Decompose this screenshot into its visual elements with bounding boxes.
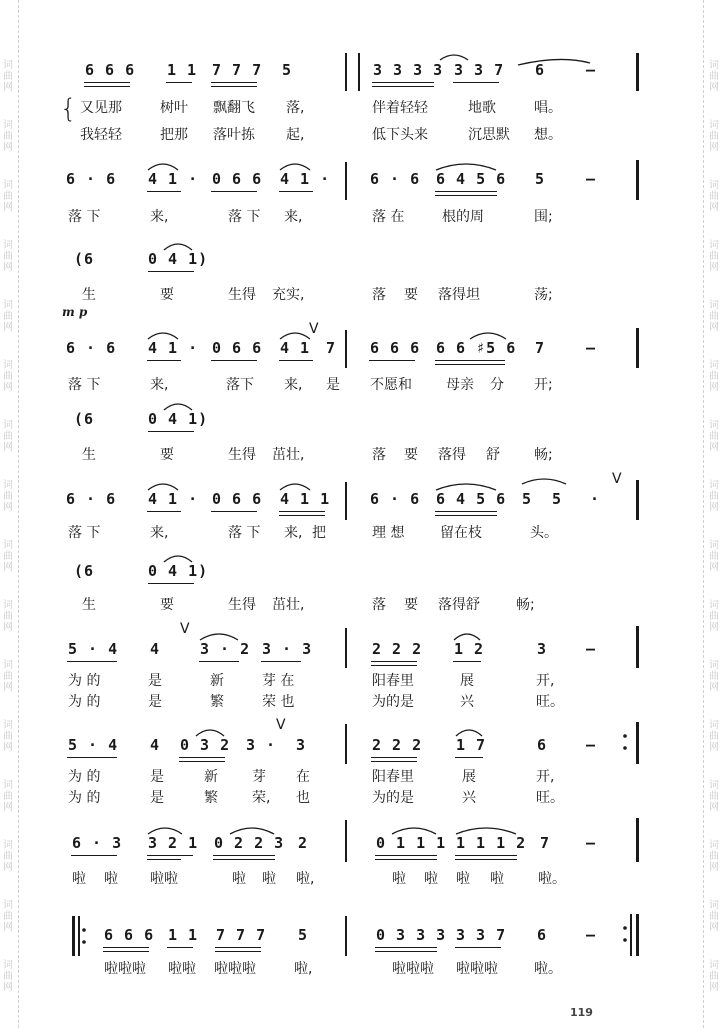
- repeat-dot: [82, 928, 86, 932]
- watermark-text: 词 曲 网: [709, 240, 719, 273]
- note-group: 5: [522, 490, 533, 508]
- lyric: 来,: [284, 525, 303, 541]
- note-group: 1 1 1 2: [456, 834, 527, 852]
- note-group: 5 · 4: [68, 736, 119, 754]
- lyric: 茁壮,: [272, 447, 305, 463]
- lyric: 来,: [150, 209, 169, 225]
- note-group: 0 1 1 1: [376, 834, 447, 852]
- lyric: 繁: [204, 790, 218, 806]
- lyric: 落 下: [228, 525, 261, 541]
- lyric: 为的是: [372, 694, 414, 710]
- lyric: 啦: [456, 871, 470, 887]
- lyric: 落: [372, 597, 386, 613]
- note-group: 6 6 6: [85, 61, 136, 79]
- lyric: 开,: [536, 769, 555, 785]
- slur-arc: [456, 730, 482, 736]
- note-group: 0 6 6: [212, 339, 263, 357]
- note-group: 2 2 2: [372, 736, 423, 754]
- slur-arc: [456, 828, 516, 834]
- lyric: 头。: [530, 525, 558, 541]
- lyric: 是: [150, 769, 164, 785]
- page-number: 119: [570, 1006, 593, 1019]
- lyric: 啦啦啦: [392, 961, 434, 977]
- lyric: 唱。: [534, 100, 562, 116]
- watermark-text: 词 曲 网: [3, 540, 13, 573]
- lyric: 要: [404, 287, 418, 303]
- lyric: 为的是: [372, 790, 414, 806]
- lyric: 畅;: [516, 597, 535, 613]
- lyric: 也: [296, 790, 310, 806]
- note-group: 7: [326, 339, 337, 357]
- watermark-text: 词 曲 网: [3, 240, 13, 273]
- note-group: 6 6 6: [104, 926, 155, 944]
- lyric: 低下头来: [372, 127, 428, 143]
- lyric: 落: [372, 287, 386, 303]
- note-group: 1 1: [168, 926, 199, 944]
- watermark-text: 词 曲 网: [709, 960, 719, 993]
- note-group: 3 3 7: [456, 926, 507, 944]
- tie-arc: [518, 59, 590, 65]
- lyric: 生: [82, 597, 96, 613]
- tie-arc: [522, 479, 566, 484]
- note-group: 0 4 1): [148, 250, 209, 268]
- lyric: 啦: [232, 871, 246, 887]
- note-group: 5: [535, 170, 546, 188]
- lyric: 为 的: [68, 673, 101, 689]
- note-group: 6 · 6: [66, 339, 117, 357]
- note-group: 6: [537, 926, 548, 944]
- lyric: 啦: [72, 871, 86, 887]
- dynamic-mark-mp: m p: [62, 305, 88, 319]
- note-group: 7 7 7: [216, 926, 267, 944]
- note-group: 6: [535, 61, 546, 79]
- lyric: 根的周: [442, 209, 484, 225]
- lyric: 啦。: [534, 961, 562, 977]
- lyric: 要: [160, 447, 174, 463]
- lyric: 是: [148, 694, 162, 710]
- lyric: 啦啦: [150, 871, 178, 887]
- lyric: 生: [82, 287, 96, 303]
- lyric: 茁壮,: [272, 597, 305, 613]
- lyric: 要: [160, 597, 174, 613]
- breath-mark: V: [309, 321, 319, 337]
- verse-brace: {: [60, 94, 77, 124]
- watermark-text: 词 曲 网: [3, 300, 13, 333]
- note-group: 4 1: [280, 339, 311, 357]
- repeat-dot: [623, 734, 627, 738]
- note-group: 6 · 6: [66, 490, 117, 508]
- lyric: 兴: [462, 790, 476, 806]
- note-group: 6 6 ♯5 6: [436, 339, 517, 357]
- note-group: 0 3 3 3: [376, 926, 447, 944]
- breath-mark: V: [276, 717, 286, 733]
- sustain-dash: —: [586, 736, 597, 754]
- lyric: 把那: [160, 127, 188, 143]
- lyric: 兴: [460, 694, 474, 710]
- slur-arc: [148, 484, 178, 490]
- slur-arc: [280, 484, 310, 490]
- watermark-text: 词 曲 网: [709, 720, 719, 753]
- note-group: 5 · 4: [68, 640, 119, 658]
- watermark-text: 词 曲 网: [3, 480, 13, 513]
- lyric: 是: [326, 377, 340, 393]
- sustain-dash: —: [586, 61, 597, 79]
- lyric: 落得: [438, 447, 466, 463]
- lyric: 落,: [286, 100, 305, 116]
- lyric: 来,: [284, 209, 303, 225]
- note-group: 6 6 6: [370, 339, 421, 357]
- watermark-text: 词 曲 网: [709, 480, 719, 513]
- slur-arc: [164, 556, 192, 562]
- note-group: 5: [552, 490, 563, 508]
- lyric: 啦: [262, 871, 276, 887]
- lyric: 展: [460, 673, 474, 689]
- note-group: 7: [535, 339, 546, 357]
- slur-arc: [164, 244, 192, 250]
- lyric: 新: [204, 769, 218, 785]
- watermark-text: 词 曲 网: [709, 180, 719, 213]
- note-group: 1 7: [456, 736, 487, 754]
- watermark-text: 词 曲 网: [3, 60, 13, 93]
- dot: ·: [590, 490, 601, 508]
- note-group: 7: [540, 834, 551, 852]
- note-group: 6 · 3: [72, 834, 123, 852]
- note-group: 3 2 1: [148, 834, 199, 852]
- lyric: 围;: [534, 209, 553, 225]
- lyric: 舒: [486, 447, 500, 463]
- note-group: 1 2: [454, 640, 485, 658]
- watermark-text: 词 曲 网: [709, 540, 719, 573]
- slur-arc: [200, 634, 238, 640]
- note-group: 3 3 7: [454, 61, 505, 79]
- note-group: 0 6 6: [212, 490, 263, 508]
- lyric: 啦,: [294, 961, 313, 977]
- note-group: 5: [282, 61, 293, 79]
- lyric: 芽 在: [262, 673, 295, 689]
- lyric: 生得: [228, 287, 256, 303]
- lyric: 阳春里: [372, 673, 414, 689]
- repeat-dot: [623, 746, 627, 750]
- tie-arc: [440, 55, 468, 60]
- slur-arc: [454, 634, 480, 640]
- note-group: 5: [298, 926, 309, 944]
- watermark-text: 词 曲 网: [3, 900, 13, 933]
- note-group: 6 · 6: [370, 170, 421, 188]
- watermark-text: 词 曲 网: [3, 720, 13, 753]
- lyric: 开;: [534, 377, 553, 393]
- repeat-dot: [623, 938, 627, 942]
- lyric: 啦啦啦: [214, 961, 256, 977]
- slur-arc: [392, 828, 436, 834]
- lyric: 我轻轻: [80, 127, 122, 143]
- slur-arc: [280, 164, 310, 170]
- lyric: 啦啦啦: [456, 961, 498, 977]
- watermark-text: 词 曲 网: [709, 840, 719, 873]
- note-group: 2: [298, 834, 309, 852]
- lyric: 开,: [536, 673, 555, 689]
- lyric: 来,: [284, 377, 303, 393]
- sustain-dash: —: [586, 170, 597, 188]
- lyric: 树叶: [160, 100, 188, 116]
- lyric: 啦啦啦: [104, 961, 146, 977]
- note-group: 4 1 ·: [148, 339, 199, 357]
- note-group: 4: [150, 640, 161, 658]
- slur-arc: [148, 164, 178, 170]
- watermark-text: 词 曲 网: [709, 900, 719, 933]
- lyric: 荣,: [252, 790, 271, 806]
- repeat-dot: [623, 926, 627, 930]
- slur-arc: [148, 828, 182, 834]
- lyric: 落: [372, 447, 386, 463]
- sustain-dash: —: [586, 834, 597, 852]
- note-group: 4: [150, 736, 161, 754]
- note-group: 3: [537, 640, 548, 658]
- lyric: 荡;: [534, 287, 553, 303]
- note-group: 3 ·: [246, 736, 277, 754]
- lyric: 落 下: [68, 209, 101, 225]
- watermark-text: 词 曲 网: [3, 780, 13, 813]
- lyric: 分: [490, 377, 504, 393]
- slur-arc: [436, 164, 496, 170]
- sustain-dash: —: [586, 926, 597, 944]
- note-group: 3 3 3 3: [373, 61, 444, 79]
- lyric: 阳春里: [372, 769, 414, 785]
- note-group: 6 4 5 6: [436, 170, 507, 188]
- lyric: 落下: [226, 377, 254, 393]
- note-group: 2 2 2: [372, 640, 423, 658]
- note-group: 0 4 1): [148, 562, 209, 580]
- lyric: 落叶拣: [213, 127, 255, 143]
- lyric: 为 的: [68, 769, 101, 785]
- lyric: 要: [160, 287, 174, 303]
- lyric: 把: [312, 525, 326, 541]
- slur-arc: [164, 404, 192, 410]
- lyric: 旺。: [536, 694, 564, 710]
- note-group: 1 1: [167, 61, 198, 79]
- watermark-text: 词 曲 网: [3, 840, 13, 873]
- slur-arc: [196, 730, 224, 736]
- lyric: 在: [296, 769, 310, 785]
- lyric: 旺。: [536, 790, 564, 806]
- note-group: 0 6 6: [212, 170, 263, 188]
- slur-arc: [148, 333, 178, 339]
- slur-arc: [230, 828, 274, 834]
- lyric: 伴着轻轻: [372, 100, 428, 116]
- note-group: 6 4 5 6: [436, 490, 507, 508]
- watermark-text: 词 曲 网: [3, 960, 13, 993]
- note-group: 0 4 1): [148, 410, 209, 428]
- note-group: 6 · 6: [370, 490, 421, 508]
- lyric: 落 下: [228, 209, 261, 225]
- lyric: 为 的: [68, 694, 101, 710]
- note-group: 4 1 ·: [280, 170, 331, 188]
- sustain-dash: —: [586, 339, 597, 357]
- sustain-dash: —: [586, 640, 597, 658]
- note-group: 3 · 3: [262, 640, 313, 658]
- lyric: 是: [150, 790, 164, 806]
- lyric: 展: [462, 769, 476, 785]
- breath-mark: V: [612, 471, 622, 487]
- lyric: 落得坦: [438, 287, 480, 303]
- slur-arc: [470, 333, 506, 339]
- watermark-text: 词 曲 网: [709, 300, 719, 333]
- watermark-text: 词 曲 网: [709, 780, 719, 813]
- lyric: 沉思默: [468, 127, 510, 143]
- watermark-text: 词 曲 网: [709, 360, 719, 393]
- watermark-text: 词 曲 网: [3, 600, 13, 633]
- lyric: 生得: [228, 597, 256, 613]
- repeat-dot: [82, 940, 86, 944]
- lyric: 来,: [150, 377, 169, 393]
- watermark-text: 词 曲 网: [3, 420, 13, 453]
- watermark-text: 词 曲 网: [3, 660, 13, 693]
- watermark-text: 词 曲 网: [709, 120, 719, 153]
- lyric: 生得: [228, 447, 256, 463]
- lyric: 啦: [490, 871, 504, 887]
- lyric: 啦: [424, 871, 438, 887]
- note-group: 6: [537, 736, 548, 754]
- lyric: 啦啦: [168, 961, 196, 977]
- lyric: 落 下: [68, 377, 101, 393]
- note-group: 0 2 2 3: [214, 834, 285, 852]
- breath-mark: V: [180, 621, 190, 637]
- note-group: 3: [296, 736, 307, 754]
- note-group: (6: [74, 562, 95, 580]
- lyric: 地歌: [468, 100, 496, 116]
- slur-arc: [436, 484, 496, 490]
- lyric: 落 下: [68, 525, 101, 541]
- lyric: 为 的: [68, 790, 101, 806]
- note-group: 4 1 1: [280, 490, 331, 508]
- note-group: 0 3 2: [180, 736, 231, 754]
- lyric: 啦: [104, 871, 118, 887]
- note-group: (6: [74, 250, 95, 268]
- note-group: 4 1 ·: [148, 170, 199, 188]
- note-group: 3 · 2: [200, 640, 251, 658]
- lyric: 要: [404, 447, 418, 463]
- watermark-text: 词 曲 网: [709, 60, 719, 93]
- note-group: (6: [74, 410, 95, 428]
- note-group: 6 · 6: [66, 170, 117, 188]
- lyric: 要: [404, 597, 418, 613]
- lyric: 荣 也: [262, 694, 295, 710]
- slur-arc: [280, 333, 310, 339]
- lyric: 啦,: [296, 871, 315, 887]
- watermark-text: 词 曲 网: [3, 120, 13, 153]
- note-group: 7 7 7: [212, 61, 263, 79]
- lyric: 留在枝: [440, 525, 482, 541]
- lyric: 又见那: [80, 100, 122, 116]
- lyric: 飘翻飞: [213, 100, 255, 116]
- watermark-text: 词 曲 网: [709, 420, 719, 453]
- lyric: 不愿和: [370, 377, 412, 393]
- lyric: 来,: [150, 525, 169, 541]
- lyric: 是: [148, 673, 162, 689]
- lyric: 生: [82, 447, 96, 463]
- watermark-text: 词 曲 网: [709, 660, 719, 693]
- lyric: 起,: [286, 127, 305, 143]
- lyric: 畅;: [534, 447, 553, 463]
- lyric: 充实,: [272, 287, 305, 303]
- lyric: 落得舒: [438, 597, 480, 613]
- lyric: 繁: [210, 694, 224, 710]
- lyric: 啦。: [538, 871, 566, 887]
- note-group: 4 1 ·: [148, 490, 199, 508]
- lyric: 芽: [252, 769, 266, 785]
- watermark-text: 词 曲 网: [709, 600, 719, 633]
- lyric: 想。: [534, 127, 562, 143]
- lyric: 落 在: [372, 209, 405, 225]
- lyric: 新: [210, 673, 224, 689]
- lyric: 理 想: [372, 525, 405, 541]
- watermark-text: 词 曲 网: [3, 360, 13, 393]
- lyric: 母亲: [446, 377, 474, 393]
- watermark-text: 词 曲 网: [3, 180, 13, 213]
- lyric: 啦: [392, 871, 406, 887]
